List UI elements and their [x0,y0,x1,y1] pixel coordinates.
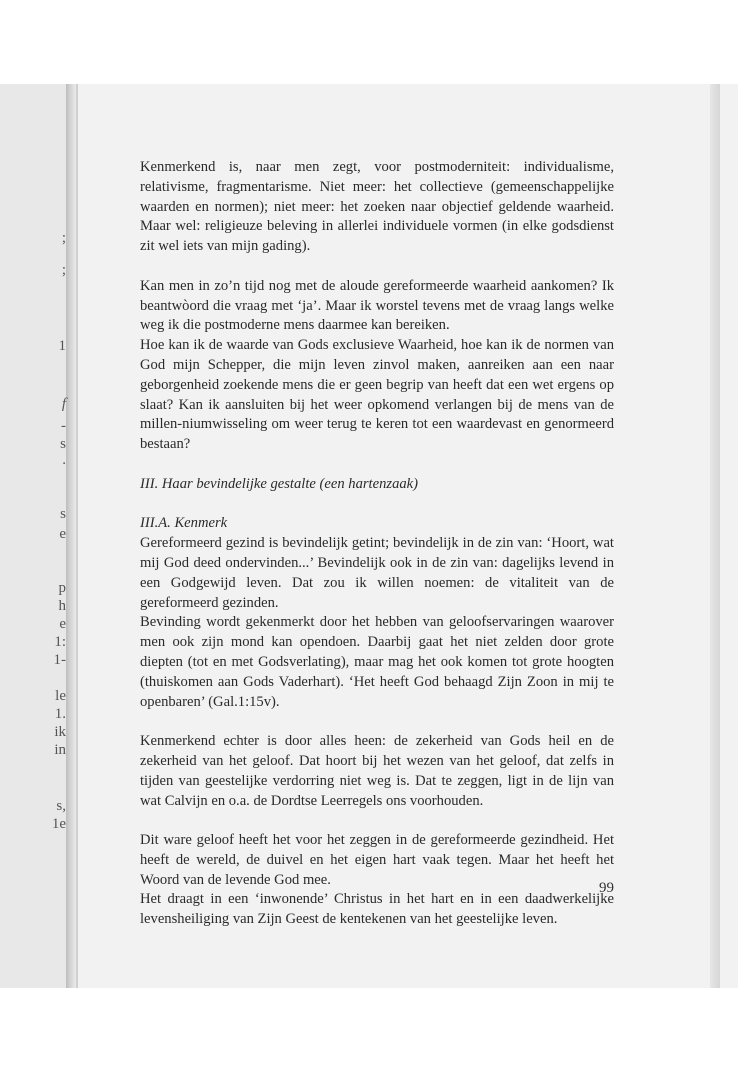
left-fragment: - [61,418,66,434]
paragraph-gap [140,712,614,732]
left-page-text-fragments [0,0,66,1068]
paragraph-exclusieve-waarheid: Hoe kan ik de waarde van Gods exclusieve Waarheid, hoe kan ik de normen van God mijn Schepper, die mijn leven zinvol maken, aanreiken aan een naar geborgenheid zoekende mens die er geen begrip van heeft dat een wet ergens op slaat? Kan ik aansluiten bij het weer opkomend verlangen bij de mens van de millen-niumwisseling om weer terug te keren tot een waardevast en genormeerd bestaan? [140,337,614,453]
paragraph-zekerheid: Kenmerkend echter is door alles heen: de zekerheid van Gods heil en de zekerheid van het geloof. Dat hoort bij het wezen van het geloof, dat zelfs in tijden van geestelijke verdorring niet weg is. Dat te zeggen, ligt in de lijn van wat Calvijn en o.a. de Dordtse Leerregels ons voorhouden. [140,733,614,809]
left-fragment: 1: [54,634,66,650]
left-fragment: e [59,616,66,632]
paragraph-bevinding: Bevinding wordt gekenmerkt door het hebben van geloofservaringen waarover men ook zijn mond kan opendoen. Daarbij gaat het niet zelden door grote diepten (tot en met Godsverlating), maar mag het ook komen tot grote hoogten (thuiskomen aan Gods Vaderhart). ‘Het heeft God behaagd Zijn Zoon in mij te openbaren’ (Gal.1:15v). [140,614,614,710]
paragraph-inwonende-christus: Het draagt in een ‘inwonende’ Christus in het hart en in een daadwerkelijke levensheiliging van Zijn Geest de kentekenen van het geestelijke leven. [140,891,614,928]
left-fragment: s, [56,798,66,814]
left-fragment: p [58,580,66,596]
paragraph-gereformeerde-waarheid: Kan men in zo’n tijd nog met de aloude gereformeerde waarheid aankomen? Ik beantwòord die vraag met ‘ja’. Maar ik worstel tevens met de vraag langs welke weg ik die postmoderne mens daarmee kan bereiken. [140,277,614,334]
left-fragment: s [60,506,66,522]
left-fragment: s [60,436,66,452]
subsection-heading: III.A. Kenmerk [140,515,228,532]
left-fragment: 1e [51,816,66,832]
paragraph-gap [140,455,614,475]
paragraph-postmoderniteit: Kenmerkend is, naar men zegt, voor postmoderniteit: individualisme, relativisme, fragmentarisme. Niet meer: het collectieve (gemeenschappelijke waarden en normen); niet meer: het zoeken naar objectief geldende waarheid. Maar wel: religieuze beleving in allerlei individuele vormen (in elke godsdienst zit wel iets van mijn gading). [140,159,614,255]
left-fragment: 1 [58,338,66,354]
paragraph-ware-geloof: Dit ware geloof heeft het voor het zeggen in de gereformeerde gezindheid. Het heeft de wereld, de duivel en het eigen hart vaak tegen. Maar het heeft het Woord van de levende God mee. [140,832,614,888]
paragraph-gap [140,495,614,515]
left-fragment: ik [54,724,66,740]
left-fragment: . [62,452,66,468]
right-page-edge [710,84,720,988]
left-fragment: h [58,598,66,614]
paragraph-gap [140,811,614,831]
left-fragment: le [55,688,66,704]
left-fragment: 1- [53,652,66,668]
gutter-edge-line [76,84,78,988]
page-body [140,158,614,930]
left-fragment: ; [61,230,66,246]
left-fragment: e [59,526,66,542]
left-fragment: in [54,742,66,758]
left-fragment: f [61,396,66,412]
paragraph-gap [140,257,614,277]
left-fragment: ; [61,262,66,278]
section-heading: III. Haar bevindelijke gestalte (een hartenzaak) [140,475,418,492]
book-gutter [66,84,76,988]
page-number: 99 [599,880,614,896]
left-fragment: 1. [54,706,66,722]
paragraph-bevindelijk: Gereformeerd gezind is bevindelijk getint; bevindelijk in de zin van: ‘Hoort, wat mij God deed ondervinden...’ Bevindelijk ook in de zin van: dagelijks levend in een Godgewijd leven. Dat zou ik willen noemen: de vitaliteit van de gereformeerd gezinden. [140,535,614,611]
